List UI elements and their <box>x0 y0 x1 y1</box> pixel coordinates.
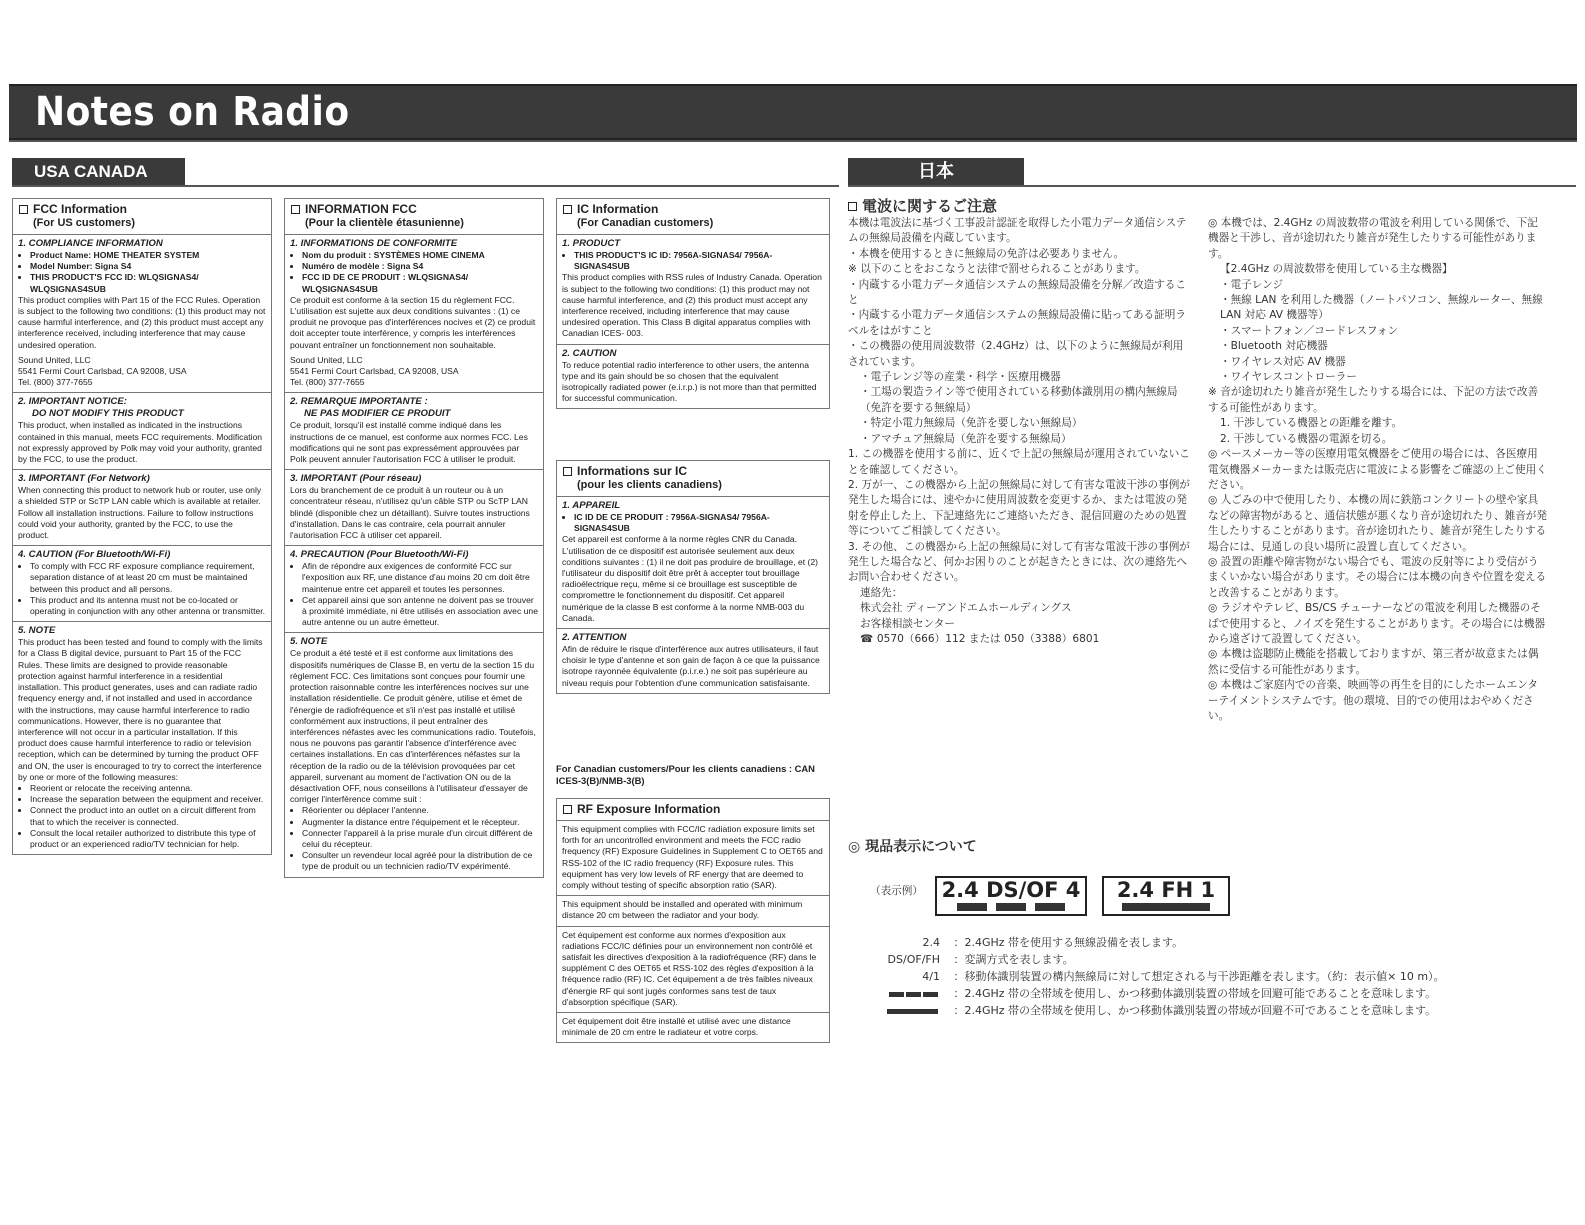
jp-paragraph: ・内蔵する小電力データ通信システムの無線局設備を分解／改造すること <box>848 278 1186 307</box>
jp-heading: 電波に関するご注意 <box>862 197 998 215</box>
list-item: • Augmenter la distance entre l'équipement et le récepteur. <box>302 817 538 828</box>
jp-paragraph: ・無線 LAN を利用した機器（ノートパソコン、無線ルーター、無線 LAN 対応 AV 機器等） <box>1220 294 1543 322</box>
box-header <box>557 461 829 497</box>
list-item: • Product Name: HOME THEATER SYSTEM <box>30 250 266 261</box>
jp-contact-label: 連絡先： <box>860 586 903 599</box>
band-segment <box>957 903 987 911</box>
jp-radio-notes <box>848 196 1193 647</box>
section-heading: 2. REMARQUE IMPORTANTE : <box>290 396 428 408</box>
tab-japan <box>848 158 1024 185</box>
jp-paragraph: ◎ ペースメーカー等の医療用電気機器をご使用の場合には、各医療用電気機器メーカーまたは販売店に電波による影響をご確認の上ご使用ください。 <box>1208 448 1547 491</box>
legend-row <box>870 985 1436 1001</box>
legend-row <box>870 968 1445 984</box>
paragraph: This equipment complies with FCC/IC radiation exposure limits set forth for an uncontrolled environment and meets the FCC radio frequency (RF) Exposure Guidelines in Supplement C to OET65 and RSS-102 of the IC radio frequency (RF) Exposure rules. This equipment has very low levels of RF energy that are deemed to comply without testing of specific absorption ratio (SAR). <box>562 824 823 891</box>
paragraph: Ce produit a été testé et il est conforme aux limitations des dispositifs numériques de Classe B, en vertu de la section 15 du règlement FCC. Ces limitations sont conçues pour fournir une protection raisonnable contre les interférences nocives sur une installation résidentielle. Ce produit génère, utilise et émet de l'énergie de radiofréquence et s'il n'est pas installé et utilisé conformément aux instructions, il peut entraîner des interférences néfastes avec les communications radio. Toutefois, nous ne pouvons pas garantir l'absence d'interférence avec certaines installations. En cas d'interférences néfastes sur la réception de la radio ou de la télévision provoquées par cet appareil, survenant au moment de l'activation ON ou de la désactivation OFF, nous conseillons à l'utilisateur d'essayer de corriger l'interférence comme suit : <box>290 648 536 805</box>
section-subheading: NE PAS MODIFIER CE PRODUIT <box>304 408 451 420</box>
jp-example-label: （表示例） <box>870 885 923 897</box>
paragraph-block <box>557 927 829 1013</box>
section-heading: 1. INFORMATIONS DE CONFORMITE <box>290 238 458 249</box>
list-item: • Connecter l'appareil à la prise murale d'un circuit différent de celui du récepteur. <box>302 828 538 850</box>
list-item: • Nom du produit : SYSTÈMES HOME CINEMA <box>302 250 538 261</box>
display-text: 2.4 DS/OF 4 <box>941 878 1081 902</box>
list-item: • Réorienter ou déplacer l'antenne. <box>302 805 538 816</box>
jp-paragraph: ◎ 本機では、2.4GHz の周波数帯の電波を利用している関係で、下記機器と干渉し、音が途切れたり雑音が発生したりする可能性があります。 <box>1208 217 1538 260</box>
list-item: • THIS PRODUCT'S IC ID: 7956A-SIGNAS4/ 7956A-SIGNAS4SUB <box>574 250 824 272</box>
jp-paragraph: ・ワイヤレス対応 AV 機器 <box>1220 355 1346 368</box>
section-note <box>285 633 543 876</box>
section-compliance <box>13 235 271 393</box>
jp-product-heading: ◎ 現品表示について <box>848 839 977 855</box>
canadian-note: For Canadian customers/Pour les clients canadiens : CAN ICES-3(B)/NMB-3(B) <box>556 763 815 786</box>
paragraph: Cet équipement doit être installé et utilisé avec une distance minimale de 20 cm entre le radiateur et votre corps. <box>562 1016 791 1038</box>
jp-paragraph: ・電子レンジ <box>1220 278 1284 291</box>
section-remarque <box>285 393 543 470</box>
paragraph-block <box>557 1013 829 1042</box>
list-item: • Model Number: Signa S4 <box>30 261 266 272</box>
band-segment <box>996 903 1026 911</box>
section-caution <box>13 546 271 622</box>
paragraph: This product complies with RSS rules of Industry Canada. Operation is subject to the following two conditions: (1) this product may not cause harmful interference, and (2) this product must accept any interference received, including interference that may cause undesired operation. This Class B digital apparatus complies with Canadian ICES- 003. <box>562 272 822 339</box>
phone-icon: ☎ <box>860 632 877 645</box>
list-item: • Afin de répondre aux exigences de conformité FCC sur l'exposition aux RF, une distance d'au moins 20 cm doit être maintenue entre cet appareil et toutes les personnes. <box>302 561 538 595</box>
address-line: Tel. (800) 377-7655 <box>18 377 93 388</box>
checkbox-icon <box>563 205 572 214</box>
section-heading: 3. IMPORTANT (Pour réseau) <box>290 473 422 485</box>
section-product <box>557 235 829 345</box>
band-full-segment-icon <box>870 1004 940 1017</box>
box-header <box>557 799 829 821</box>
paragraph: Afin de réduire le risque d'interférence aux autres utilisateurs, il faut choisir le type d'antenne et son gain de façon à ce que la puissance isotrope rayonnée équivalente (p.i.r.e.) ne soit pas supérieure au niveau requis pour l'obtention d'une communication satisfaisante. <box>562 644 820 688</box>
display-text: 2.4 FH 1 <box>1116 878 1216 902</box>
box-title: FCC Information <box>33 202 127 216</box>
jp-paragraph: ◎ 本機はご家庭内での音楽、映画等の再生を目的にしたホームエンターテイメントシステムです。他の環境、目的での使用はおやめください。 <box>1208 679 1538 722</box>
jp-paragraph: 1. この機器を使用する前に、近くで上記の無線局が運用されていないことを確認してください。 <box>848 448 1190 476</box>
list-item: • FCC ID DE CE PRODUIT : WLQSIGNAS4/ WLQSIGNAS4SUB <box>302 272 538 294</box>
section-heading: 4. CAUTION (For Bluetooth/Wi-Fi) <box>18 549 171 561</box>
section-precaution <box>285 546 543 633</box>
legend-value: ：2.4GHz 帯を使用する無線設備を表します。 <box>953 936 1184 949</box>
paragraph-block <box>557 896 829 926</box>
section-heading: 5. NOTE <box>18 625 56 637</box>
section-important-notice <box>13 393 271 470</box>
jp-paragraph: ・アマチュア無線局（免許を要する無線局） <box>860 432 1072 445</box>
box-subtitle: (Pour la clientèle étasunienne) <box>305 217 464 229</box>
legend-row <box>870 951 1074 967</box>
section-reseau <box>285 470 543 546</box>
jp-contact-phone: 0570（666）112 または 050（3388）6801 <box>876 632 1100 645</box>
section-attention <box>557 629 829 693</box>
display-example-ds-of <box>935 876 1087 916</box>
section-caution <box>557 345 829 409</box>
jp-paragraph: ・本機を使用するときに無線局の免許は必要ありません。 <box>848 247 1125 260</box>
paragraph: To reduce potential radio interference to other users, the antenna type and its gain should be so chosen that the equivalent isotropically radiated power (e.i.r.p.) is not more than that permitted for successful communication. <box>562 359 817 404</box>
box-subtitle: (For US customers) <box>33 217 136 229</box>
address-line: Tel. (800) 377-7655 <box>290 377 365 388</box>
checkbox-icon <box>291 205 300 214</box>
band-segment <box>1122 903 1210 911</box>
address-line: 5541 Fermi Court Carlsbad, CA 92008, USA <box>18 366 187 377</box>
box-header <box>285 199 543 235</box>
section-heading: 1. PRODUCT <box>562 238 621 249</box>
tab-usa-canada-label: USA CANADA <box>34 162 148 181</box>
address-line: Sound United, LLC <box>290 354 363 365</box>
jp-paragraph: ・この機器の使用周波数帯（2.4GHz）は、以下のように無線局が利用されています。 <box>848 340 1184 368</box>
jp-paragraph: ◎ 人ごみの中で使用したり、本機の周に鉄筋コンクリートの壁や家具などの障害物があると、通信状態が悪くなり音が途切れたり、雑音が発生したりすることがあります。音が途切れたり、雑音が発生したりする場合には、見通しの良い場所に設置し直してください。 <box>1208 494 1547 553</box>
info-fcc-fr-box <box>284 198 544 878</box>
tab-usa-canada <box>12 158 185 185</box>
jp-paragraph: ※ 音が途切れたり雑音が発生したりする場合には、下記の方法で改善する可能性があります。 <box>1208 386 1539 414</box>
box-subtitle: (pour les clients canadiens) <box>577 479 722 491</box>
box-header <box>557 199 829 235</box>
jp-paragraph: ・工場の製造ライン等で使用されている移動体識別用の構内無線局（免許を要する無線局） <box>860 386 1178 414</box>
legend-key: DS/OF/FH <box>887 953 940 966</box>
jp-usage-notes <box>1208 216 1548 724</box>
box-title: Informations sur IC <box>577 464 688 478</box>
box-title: IC Information <box>577 202 659 216</box>
jp-paragraph: ・ワイヤレスコントローラー <box>1220 371 1357 384</box>
jp-paragraph: 1. 干渉している機器との距離を離す。 <box>1220 417 1403 430</box>
paragraph: This product has been tested and found to comply with the limits for a Class B digital device, pursuant to Part 15 of the FCC Rules. These limits are designed to provide reasonable protection against harmful interference in a residential installation. This product generates, uses and can radiate radio frequency energy and, if not installed and used in accordance with the instructions, may cause harmful interference to radio communications. However, there is no guarantee that interference will not occur in a particular installation. If this product does cause harmful interference to radio or television reception, which can be determined by turning the product OFF and ON, the user is encouraged to try to correct the interference by one or more of the following measures: <box>18 637 263 782</box>
list-item: • Increase the separation between the equipment and receiver. <box>30 794 266 805</box>
jp-paragraph: ・スマートフォン／コードレスフォン <box>1220 324 1399 337</box>
jp-paragraph: ※ 以下のことをおこなうと法律で罰せられることがあります。 <box>848 263 1146 276</box>
checkbox-icon <box>848 202 857 211</box>
list-item: • IC ID DE CE PRODUIT : 7956A-SIGNAS4/ 7956A-SIGNAS4SUB <box>574 512 824 534</box>
ic-info-fr-box <box>556 460 830 694</box>
jp-paragraph: 本機は電波法に基づく工事設計認証を取得した小電力データ通信システムの無線局設備を内蔵しています。 <box>848 217 1187 245</box>
box-header <box>13 199 271 235</box>
section-heading: 4. PRECAUTION (Pour Bluetooth/Wi-Fi) <box>290 549 469 561</box>
list-item: • Reorient or relocate the receiving antenna. <box>30 783 266 794</box>
section-heading: 1. APPAREIL <box>562 500 621 511</box>
section-heading: 5. NOTE <box>290 636 328 648</box>
legend-value: ：移動体識別装置の構内無線局に対して想定される与干渉距離を表します。（約：表示値× 10 m）。 <box>953 970 1445 983</box>
list-item: • THIS PRODUCT'S FCC ID: WLQSIGNAS4/ WLQSIGNAS4SUB <box>30 272 266 294</box>
jp-paragraph: 2. 万が一、この機器から上記の無線局に対して有害な電波干渉の事例が発生した場合には、速やかに使用周波数を変更するか、または電波の発射を停止した上、下記連絡先にご連絡いただき、混信回避のための処置等についてご相談してください。 <box>848 478 1190 538</box>
address-line: 5541 Fermi Court Carlsbad, CA 92008, USA <box>290 366 459 377</box>
section-note <box>13 622 271 854</box>
section-heading: 2. CAUTION <box>562 347 617 359</box>
jp-paragraph: 3. その他、この機器から上記の無線局に対して有害な電波干渉の事例が発生した場合など、何かお困りのことが起きたときには、次の連絡先へお問い合わせください。 <box>848 540 1190 584</box>
title-banner <box>9 84 1577 140</box>
list-item: • Consult the local retailer authorized to distribute this type of product or an experienced radio/TV technician for help. <box>30 828 266 850</box>
divider <box>9 140 1577 142</box>
address-line: Sound United, LLC <box>18 354 91 365</box>
jp-paragraph: ◎ ラジオやテレビ、BS/CS チューナーなどの電波を利用した機器のそばで使用すると、ノイズを発生することがあります。その場合には機器から遠ざけて設置してください。 <box>1208 602 1546 645</box>
tab-japan-label: 日本 <box>918 161 954 182</box>
divider <box>848 185 1576 187</box>
fcc-info-box <box>12 198 272 855</box>
jp-paragraph: ・電子レンジ等の産業・科学・医療用機器 <box>860 371 1061 384</box>
list-item: • This product and its antenna must not be co-located or operating in conjunction with any other antenna or transmitter. <box>30 595 266 617</box>
legend-row <box>870 1002 1436 1018</box>
jp-paragraph: 【2.4GHz の周波数帯を使用している主な機器】 <box>1220 263 1453 276</box>
section-conformite <box>285 235 543 393</box>
box-title: INFORMATION FCC <box>305 202 417 216</box>
page-title: Notes on Radio <box>35 89 350 135</box>
legend-row <box>870 934 1183 950</box>
list-item: • Consulter un revendeur local agréé pour la distribution de ce type de produit ou un technicien radio/TV expérimenté. <box>302 850 538 872</box>
paragraph: This product, when installed as indicated in the instructions contained in this manual, meets FCC requirements. Modification not expressly approved by Polk may void your authority, granted by the FCC, to use the product. <box>18 420 263 465</box>
display-example-fh <box>1102 876 1230 916</box>
jp-paragraph: ・特定小電力無線局（免許を要しない無線局） <box>860 417 1083 430</box>
legend-value: ：2.4GHz 帯の全帯域を使用し、かつ移動体識別装置の帯域を回避可能であることを意味します。 <box>953 987 1437 1000</box>
jp-contact-center: お客様相談センター <box>860 617 955 630</box>
band-three-segments-icon <box>870 987 940 1000</box>
section-heading: 2. IMPORTANT NOTICE: <box>18 396 127 408</box>
jp-paragraph: ・Bluetooth 対応機器 <box>1220 340 1328 353</box>
legend-value: ：2.4GHz 帯の全帯域を使用し、かつ移動体識別装置の帯域が回避不可であることを意味します。 <box>953 1004 1437 1017</box>
jp-contact-company: 株式会社 ディーアンドエムホールディングス <box>860 602 1072 615</box>
legend-value: ：変調方式を表します。 <box>953 953 1074 966</box>
legend-key: 4/1 <box>922 970 940 983</box>
section-heading: 1. COMPLIANCE INFORMATION <box>18 238 163 249</box>
band-segment <box>1035 903 1065 911</box>
checkbox-icon <box>563 805 572 814</box>
legend-key: 2.4 <box>922 936 940 949</box>
paragraph-block <box>557 821 829 896</box>
jp-paragraph: ◎ 本機は盗聴防止機能を搭載しておりますが、第三者が故意または偶然に受信する可能性があります。 <box>1208 648 1539 676</box>
paragraph: Cet appareil est conforme à la norme règles CNR du Canada. L'utilisation de ce dispositif est autorisée seulement aux deux conditions suivantes : (1) il ne doit pas produire de brouillage, et (2) l'utilisateur du dispositif doit être prêt à accepter tout brouillage radioélectrique reçu, même si ce brouillage est susceptible de compromettre le fonctionnement du dispositif. Cet appareil numérique de la classe B est conforme à la norme NMB-003 du Canada. <box>562 534 819 623</box>
box-title: RF Exposure Information <box>577 802 721 816</box>
section-heading: 2. ATTENTION <box>562 632 627 644</box>
jp-paragraph: 2. 干渉している機器の電源を切る。 <box>1220 432 1393 445</box>
section-subheading: DO NOT MODIFY THIS PRODUCT <box>32 408 184 420</box>
list-item: • To comply with FCC RF exposure compliance requirement, separation distance of at least 20 cm must be maintained between this product and all persons. <box>30 561 266 595</box>
jp-paragraph: ◎ 設置の距離や障害物がない場合でも、電波の反射等により受信がうまくいかない場合があります。その場合には本機の向きや位置を変えると改善することがあります。 <box>1208 555 1547 599</box>
paragraph: This product complies with Part 15 of the FCC Rules. Operation is subject to the following two conditions: (1) this product may not cause harmful interference, and (2) this product must accept any interference received, including interference that may cause undesired operation. <box>18 294 266 350</box>
list-item: • Cet appareil ainsi que son antenne ne doivent pas se trouver à proximité immédiate, ni être utilisés en association avec une autre antenne ou un autre émetteur. <box>302 595 538 629</box>
box-subtitle: (For Canadian customers) <box>577 217 714 229</box>
divider <box>12 185 839 187</box>
checkbox-icon <box>563 467 572 476</box>
checkbox-icon <box>19 205 28 214</box>
paragraph: Cet équipement est conforme aux normes d'exposition aux radiations FCC/IC définies pour un environnement non contrôlé et satisfait les directives d'exposition à la radiofréquence (RF) dans le supplément C des OET65 et RSS-102 des règles d'exposition à la fréquence radio (RF) IC. Cet équipement a de très faibles niveaux d'énergie RF qui sont jugés conformes sans test de taux d'absorption spécifique (SAR). <box>562 929 817 1007</box>
rf-exposure-box <box>556 798 830 1043</box>
section-heading: 3. IMPORTANT (For Network) <box>18 473 150 485</box>
section-network <box>13 470 271 546</box>
ic-info-box <box>556 198 830 409</box>
list-item: • Numéro de modèle : Signa S4 <box>302 261 538 272</box>
paragraph: When connecting this product to network hub or router, use only a shielded STP or ScTP LAN cable which is available at retailer. Follow all installation instructions. Failure to follow instructions could void your authority, granted by the FCC, to use the product. <box>18 485 262 541</box>
list-item: • Connect the product into an outlet on a circuit different from that to which the receiver is connected. <box>30 805 266 827</box>
paragraph: Lors du branchement de ce produit à un routeur ou à un concentrateur réseau, n'utilisez qu'un câble STP ou ScTP LAN blindé (disponible chez un détaillant). Suivre toutes instructions d'installation. Dans le cas contraire, cela pourrait annuler l'autorisation FCC à utiliser cet appareil. <box>290 485 530 541</box>
paragraph: Ce produit, lorsqu'il est installé comme indiqué dans les instructions de ce manuel, est conforme aux normes FCC. Les modifications qui ne sont pas expressément approuvées par Polk peuvent annuler l'autorisation FCC à utiliser le produit. <box>290 420 528 465</box>
section-appareil <box>557 497 829 629</box>
paragraph: Ce produit est conforme à la section 15 du règlement FCC. L'utilisation est sujette aux deux conditions suivantes : (1) ce produit ne provoque pas d'interférences nocives et (2) ce produit doit accepter toute interférence, y compris les interférences pouvant entraîner un fonctionnement non souhaitable. <box>290 294 536 350</box>
jp-paragraph: ・内蔵する小電力データ通信システムの無線局設備に貼ってある証明ラベルをはがすこと <box>848 309 1186 337</box>
paragraph: This equipment should be installed and operated with minimum distance 20 cm between the radiator and your body. <box>562 899 803 921</box>
